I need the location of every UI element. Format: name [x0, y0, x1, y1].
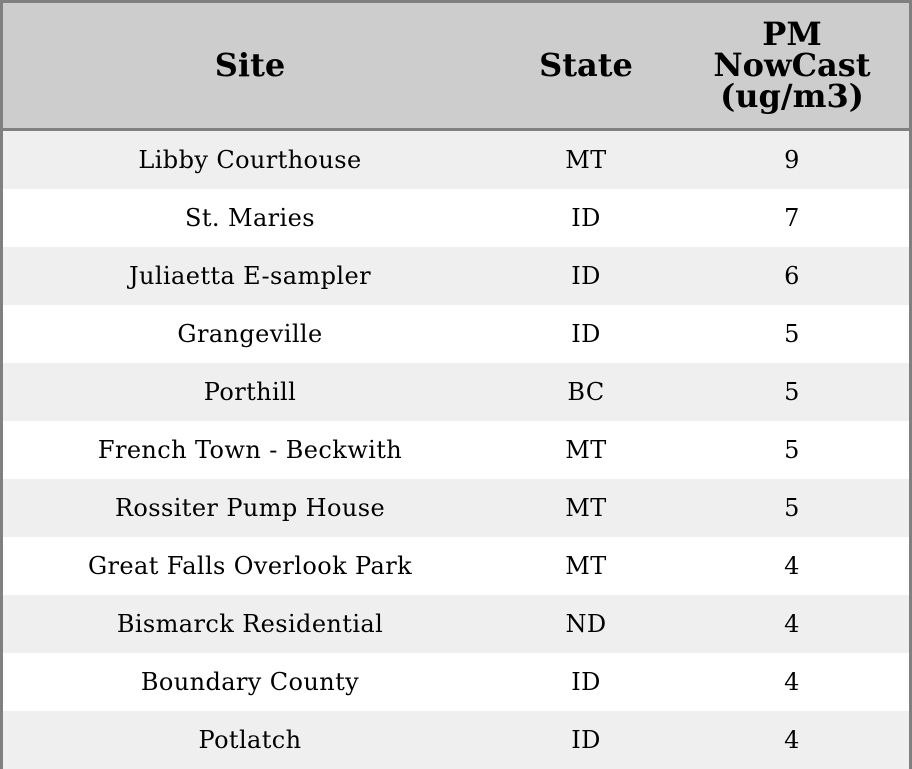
cell-site: Rossiter Pump House [3, 479, 497, 537]
cell-pm-nowcast: 4 [675, 711, 909, 769]
column-header-pm-line-2: NowCast [713, 46, 871, 84]
table-row [3, 363, 909, 421]
cell-pm-nowcast: 5 [675, 479, 909, 537]
cell-pm-nowcast: 9 [675, 130, 909, 190]
cell-state: ID [497, 189, 675, 247]
cell-site: Grangeville [3, 305, 497, 363]
cell-state: ID [497, 653, 675, 711]
column-header-state: State [497, 3, 675, 130]
cell-state: MT [497, 479, 675, 537]
column-header-site: Site [3, 3, 497, 130]
cell-site: Porthill [3, 363, 497, 421]
table-row [3, 711, 909, 769]
cell-pm-nowcast: 4 [675, 537, 909, 595]
cell-state: ID [497, 711, 675, 769]
cell-pm-nowcast: 5 [675, 363, 909, 421]
cell-pm-nowcast: 7 [675, 189, 909, 247]
table-row [3, 130, 909, 190]
cell-state: ND [497, 595, 675, 653]
cell-site: Juliaetta E-sampler [3, 247, 497, 305]
cell-pm-nowcast: 6 [675, 247, 909, 305]
cell-site: Bismarck Residential [3, 595, 497, 653]
table-row [3, 305, 909, 363]
pm-nowcast-table [3, 3, 909, 769]
cell-state: ID [497, 247, 675, 305]
cell-state: MT [497, 421, 675, 479]
cell-pm-nowcast: 5 [675, 421, 909, 479]
table-row [3, 595, 909, 653]
cell-pm-nowcast: 4 [675, 595, 909, 653]
cell-site: Boundary County [3, 653, 497, 711]
column-header-pm-nowcast [675, 3, 909, 130]
cell-pm-nowcast: 5 [675, 305, 909, 363]
cell-site: French Town - Beckwith [3, 421, 497, 479]
cell-site: Potlatch [3, 711, 497, 769]
table-row [3, 247, 909, 305]
cell-pm-nowcast: 4 [675, 653, 909, 711]
table-row [3, 653, 909, 711]
table-row [3, 537, 909, 595]
table-body [3, 130, 909, 769]
cell-site: Great Falls Overlook Park [3, 537, 497, 595]
cell-site: St. Maries [3, 189, 497, 247]
cell-state: MT [497, 537, 675, 595]
cell-state: ID [497, 305, 675, 363]
column-header-pm-line-1: PM [762, 15, 822, 53]
cell-state: BC [497, 363, 675, 421]
column-header-pm-line-3: (ug/m3) [720, 77, 864, 115]
cell-state: MT [497, 130, 675, 190]
table-row [3, 421, 909, 479]
table-header-row [3, 3, 909, 130]
table-row [3, 189, 909, 247]
table-row [3, 479, 909, 537]
cell-site: Libby Courthouse [3, 130, 497, 190]
